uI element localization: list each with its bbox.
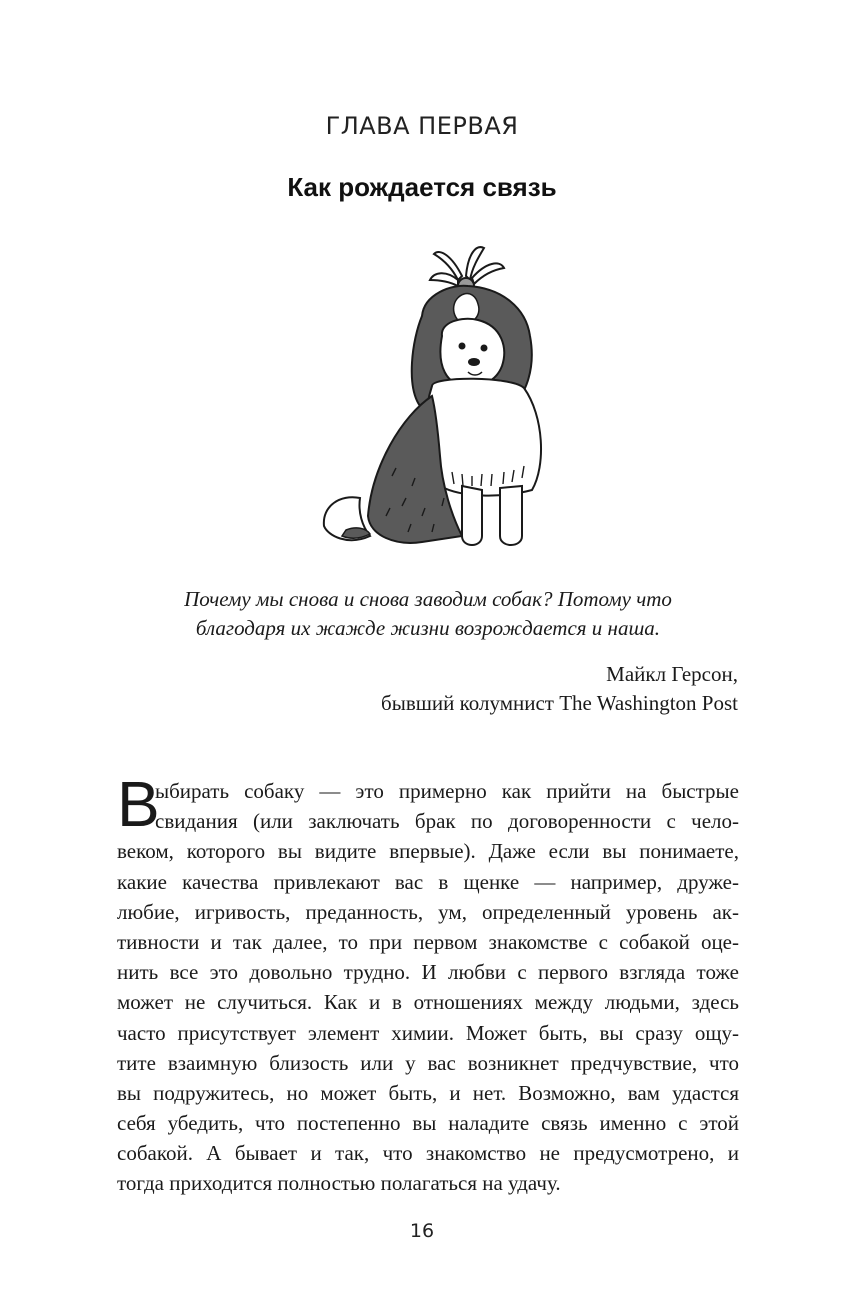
body-line: свидания (или заключать брак по договоренности с чело- xyxy=(155,809,739,834)
chapter-label: ГЛАВА ПЕРВАЯ xyxy=(325,112,519,140)
body-line: какие качества привлекают вас в щенке — например, друже- xyxy=(117,869,739,894)
body-line: веком, которого вы видите впервые). Даже если вы понимаете, xyxy=(117,839,739,864)
body-paragraph xyxy=(117,776,739,1199)
epigraph-author: Майкл Герсон, xyxy=(606,662,738,686)
epigraph xyxy=(130,585,726,643)
body-line: часто присутствует элемент химии. Может быть, вы сразу ощу- xyxy=(117,1020,739,1045)
epigraph-attribution xyxy=(250,660,738,718)
body-line: нить все это довольно трудно. И любви с первого взгляда тоже xyxy=(117,960,739,985)
body-line: тите взаимную близость или у вас возникнет предчувствие, что xyxy=(117,1050,739,1075)
epigraph-author-title: бывший колумнист The Washington Post xyxy=(381,691,738,715)
body-line: любие, игривость, преданность, ум, определенный уровень ак- xyxy=(117,899,739,924)
body-line: собакой. А бывает и так, что знакомство не предусмотрено, и xyxy=(117,1141,739,1166)
epigraph-line: Почему мы снова и снова заводим собак? Потому что xyxy=(184,587,672,611)
epigraph-line: благодаря их жажде жизни возрождается и наша. xyxy=(195,616,661,640)
body-line: ыбирать собаку — это примерно как прийти на быстрые xyxy=(155,779,739,803)
page-number: 16 xyxy=(409,1220,435,1242)
shih-tzu-dog-illustration xyxy=(312,236,572,556)
body-line: вы подружитесь, но может быть, и нет. Возможно, вам удастся xyxy=(117,1080,739,1105)
body-line: может не случиться. Как и в отношениях между людьми, здесь xyxy=(117,990,739,1015)
body-line: себя убедить, что постепенно вы наладите связь именно с этой xyxy=(117,1111,739,1136)
body-line: тивности и так далее, то при первом знакомстве с собакой оце- xyxy=(117,929,739,954)
chapter-title: Как рождается связь xyxy=(287,172,557,202)
body-line: тогда приходится полностью полагаться на удачу. xyxy=(117,1171,561,1196)
drop-cap: В xyxy=(117,768,160,840)
